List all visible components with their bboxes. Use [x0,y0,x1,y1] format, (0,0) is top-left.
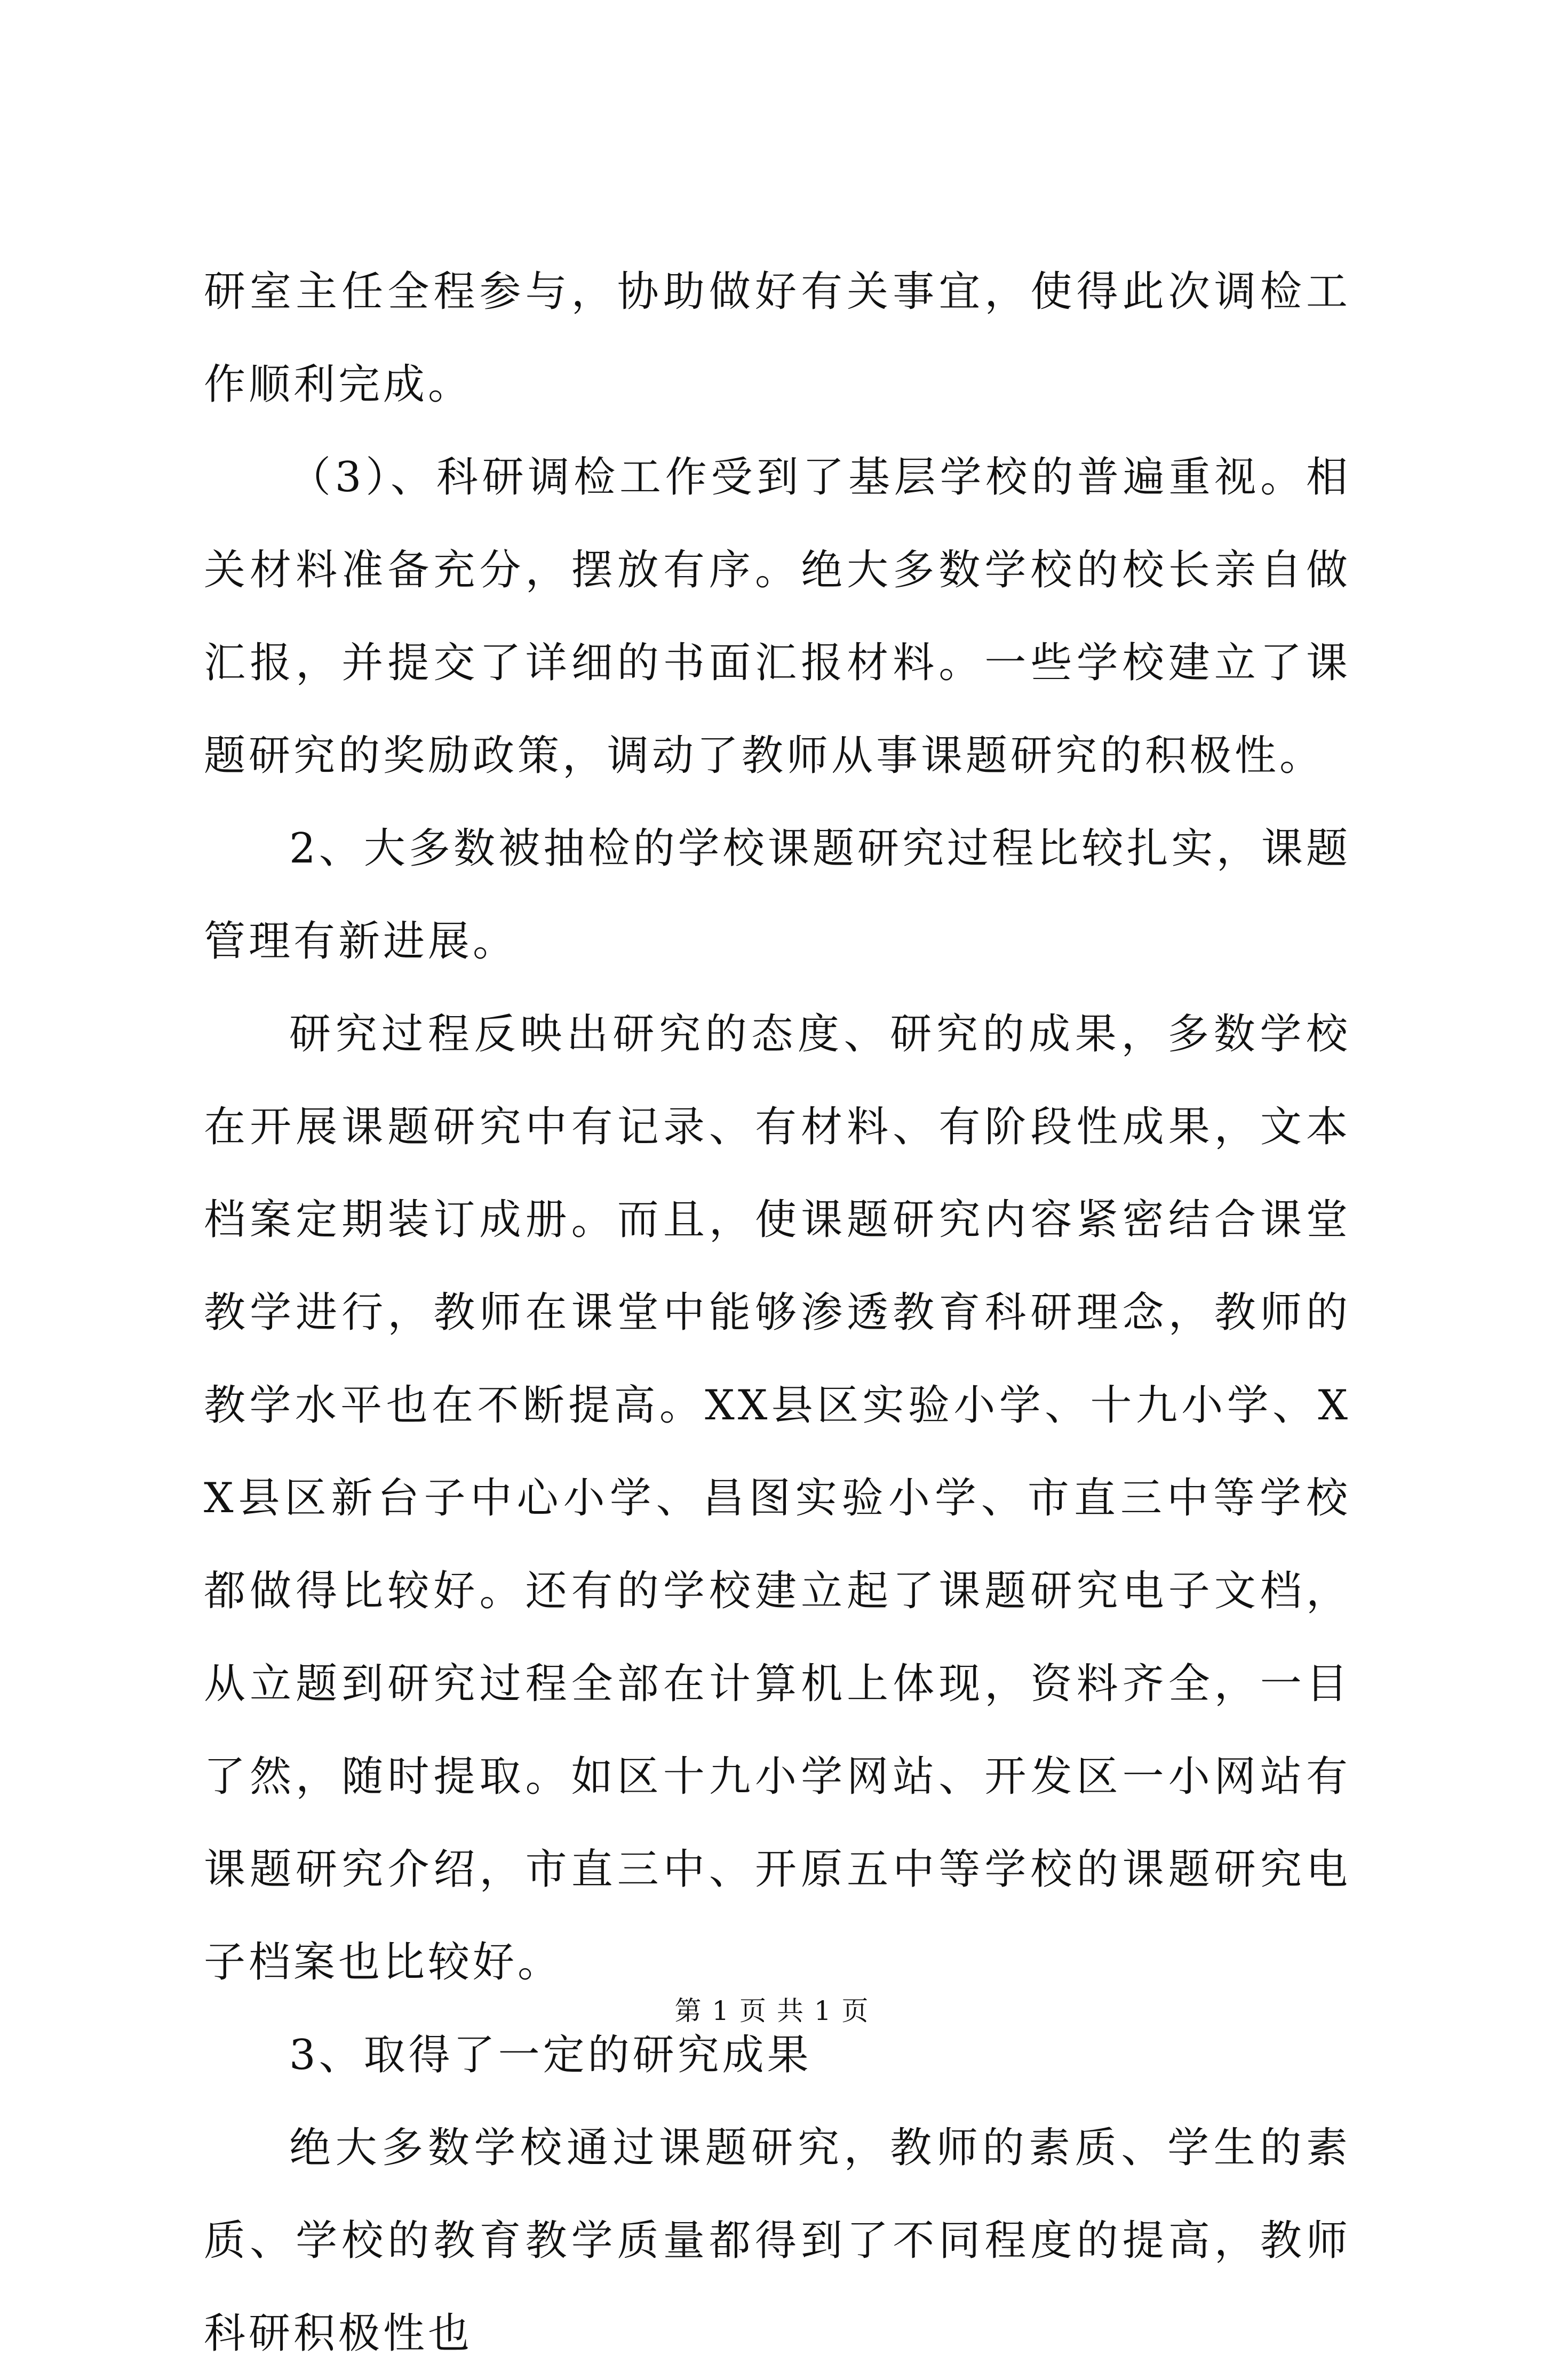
paragraph-heading-3: 3、取得了一定的研究成果 [289,2031,812,2079]
page-number-footer: 第 1 页 共 1 页 [674,1995,870,2026]
document-body [204,245,1351,2380]
paragraph-heading-2: 2、大多数被抽检的学校课题研究过程比较扎实，课题管理有新进展。 [204,825,1351,965]
paragraph-continuation: 研室主任全程参与，协助做好有关事宜，使得此次调检工作顺利完成。 [204,268,1351,409]
paragraph-item-3: （3）、科研调检工作受到了基层学校的普遍重视。相关材料准备充分，摆放有序。绝大多数学校的校长亲自做汇报，并提交了详细的书面汇报材料。一些学校建立了课题研究的奖励政策，调动了教师从事课题研究的积极性。 [204,453,1351,780]
paragraph-research-results: 绝大多数学校通过课题研究，教师的素质、学生的素质、学校的教育教学质量都得到了不同程度的提高，教师科研积极性也 [204,2124,1351,2358]
paragraph-research-process: 研究过程反映出研究的态度、研究的成果，多数学校在开展课题研究中有记录、有材料、有阶段性成果，文本档案定期装订成册。而且，使课题研究内容紧密结合课堂教学进行，教师在课堂中能够渗透教育科研理念，教师的教学水平也在不断提高。XX县区实验小学、十九小学、XX县区新台子中心小学、昌图实验小学、市直三中等学校都做得比较好。还有的学校建立起了课题研究电子文档，从立题到研究过程全部在计算机上体现，资料齐全，一目了然，随时提取。如区十九小学网站、开发区一小网站有课题研究介绍，市直三中、开原五中等学校的课题研究电子档案也比较好。 [204,1010,1351,1986]
